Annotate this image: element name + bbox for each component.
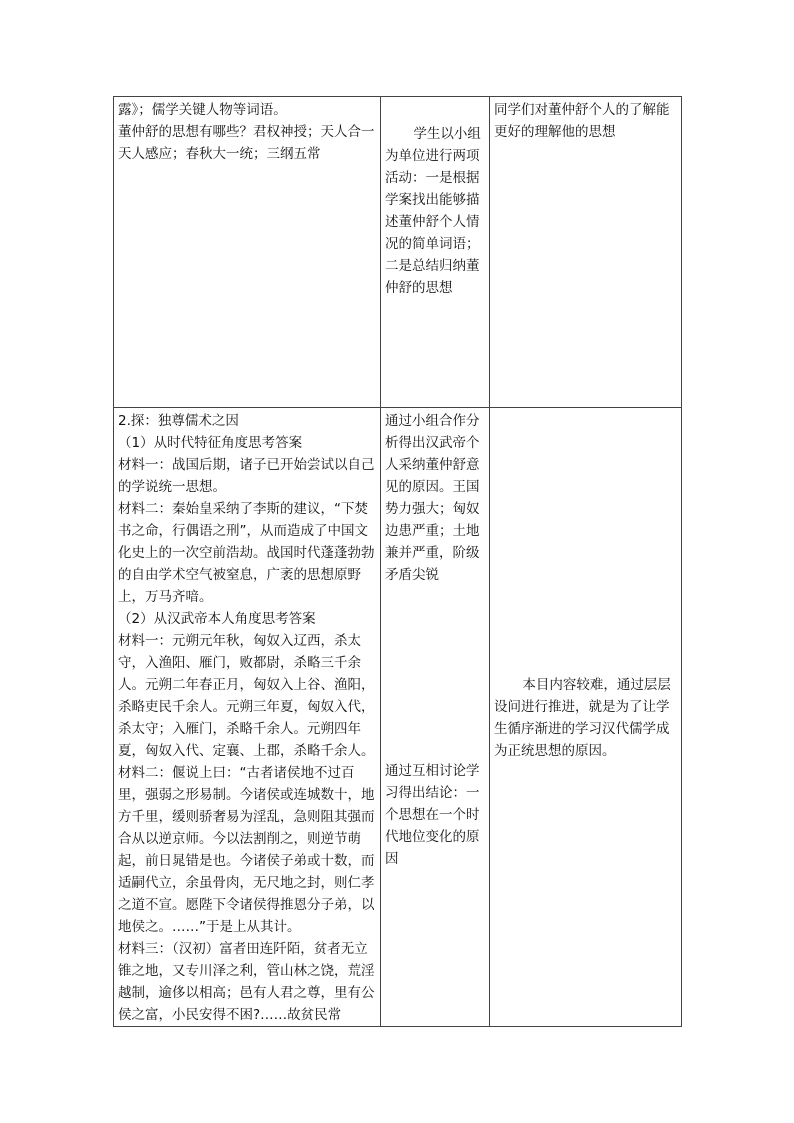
student-activity-cell — [381, 408, 490, 1027]
teaching-content-cell — [114, 408, 381, 1027]
student-activity-cell — [381, 97, 490, 408]
table-row — [114, 408, 682, 1027]
material-paragraph: 材料二：秦始皇采纳了李斯的建议，“下焚书之命，行偶语之刑”，从而造成了中国文化史上的一次空前浩劫。战国时代蓬蓬勃勃的自由学术空气被窒息，广袤的思想原野上，万马齐喑。 — [118, 501, 375, 605]
sub-heading: （2）从汉武帝本人角度思考答案 — [118, 611, 316, 627]
activity-text: 学生以小组为单位进行两项活动：一是根据学案找出能够描述董仲舒个人情况的简单词语；二是总结归纳董仲舒的思想 — [385, 126, 481, 296]
section-heading: 2.探：独尊儒术之因 — [118, 413, 239, 429]
material-paragraph: 材料三：（汉初）富者田连阡陌，贫者无立锥之地，又专川泽之利，管山林之饶，荒淫越制，逾侈以相高；邑有人君之尊，里有公侯之富，小民安得不困?……故贫民常 — [118, 941, 375, 1023]
material-paragraph: 材料二：偃说上曰：“古者诸侯地不过百里，强弱之形易制。今诸侯或连城数十，地方千里，缓则骄奢易为淫乱，急则阻其强而合从以逆京师。今以法割削之，则逆节萌起，前日晁错是也。今诸侯子弟或十数，而适嗣代立，余虽骨肉，无尺地之封，则仁孝之道不宣。愿陛下令诸侯得推恩分子弟，以地侯之。……”于是上从其计。 — [118, 765, 375, 935]
activity-text: 通过小组合作分析得出汉武帝个人采纳董仲舒意见的原因。王国势力强大；匈奴边患严重；土地兼并严重，阶级矛盾尖锐 — [385, 413, 480, 583]
material-paragraph: 材料一：元朔元年秋，匈奴入辽西，杀太守，入渔阳、雁门，败都尉，杀略三千余人。元朔二年春正月，匈奴入上谷、渔阳，杀略吏民千余人。元朔三年夏，匈奴入代，杀太守；入雁门，杀略千余人。元朔四年夏，匈奴入代、定襄、上郡，杀略千余人。 — [118, 633, 375, 759]
lesson-plan-table — [113, 96, 682, 1027]
sub-heading: （1）从时代特征角度思考答案 — [118, 435, 303, 451]
design-intent-cell — [490, 408, 682, 1027]
intent-text: 同学们对董仲舒个人的了解能更好的理解他的思想 — [494, 102, 670, 140]
table-row — [114, 97, 682, 408]
intent-text: 本目内容较难，通过层层设问进行推进，就是为了让学生循序渐进的学习汉代儒学成为正统思想的原因。 — [494, 677, 671, 759]
spacer — [385, 586, 485, 760]
teaching-content-cell — [114, 97, 381, 408]
design-intent-cell — [490, 97, 682, 408]
content-paragraph: 露》；儒学关键人物等词语。 — [118, 102, 287, 118]
material-paragraph: 材料一：战国后期，诸子已开始尝试以自己的学说统一思想。 — [118, 457, 375, 495]
activity-text: 通过互相讨论学习得出结论：一个思想在一个时代地位变化的原因 — [385, 763, 480, 867]
content-paragraph: 董仲舒的思想有哪些？君权神授；天人合一天人感应；春秋大一统；三纲五常 — [118, 124, 375, 162]
